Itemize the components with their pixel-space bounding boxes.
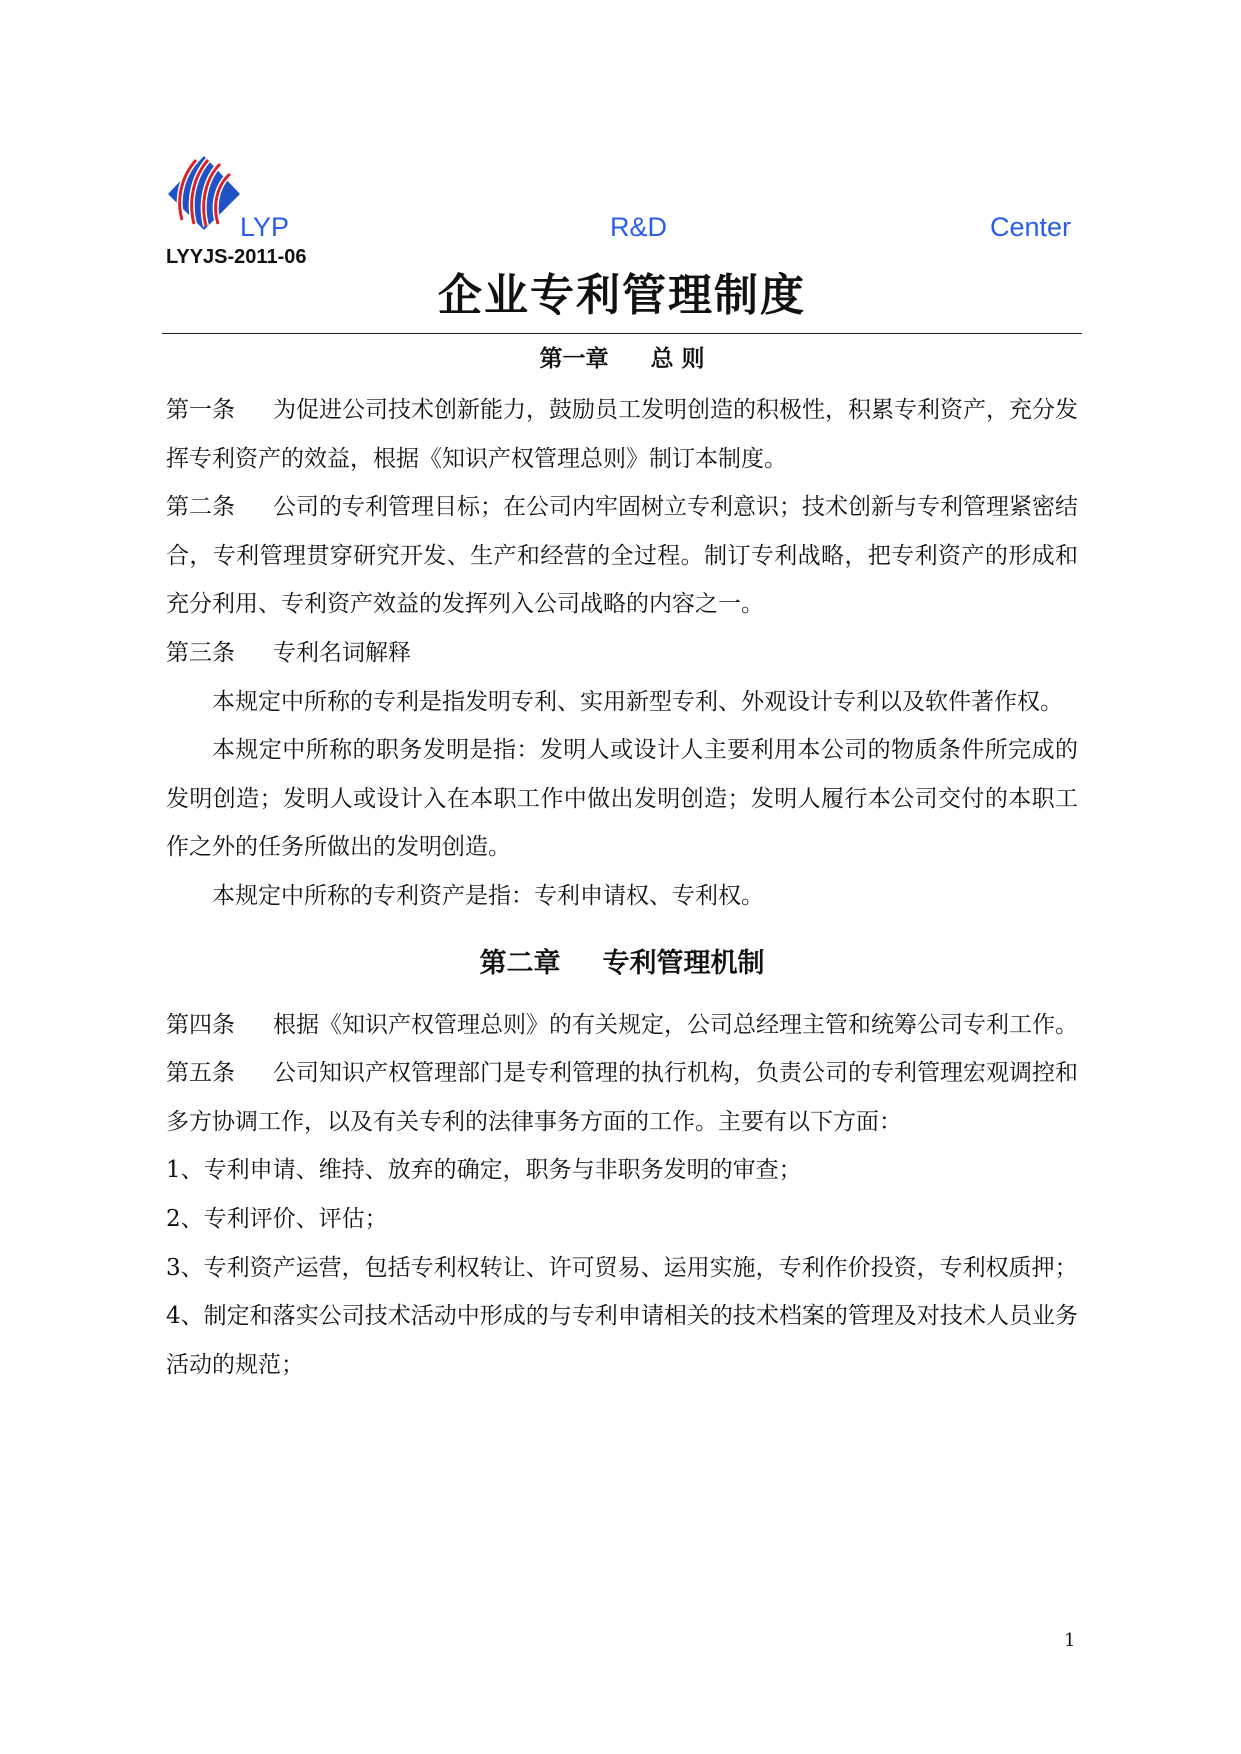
article-2 [166,483,1078,629]
chapter-1-name: 总 则 [650,346,705,372]
article-1 [166,386,1078,483]
article-2-text: 公司的专利管理目标；在公司内牢固树立专利意识；技术创新与专利管理紧密结合，专利管理贯穿研究开发、生产和经营的全过程。制订专利战略，把专利资产的形成和充分利用、专利资产效益的发挥列入公司战略的内容之一。 [166,494,1078,618]
article-3 [166,629,1078,678]
page-number: 1 [1064,1630,1076,1651]
list-item: 2、专利评价、评估； [166,1205,388,1232]
chapter-2-number: 第二章 [479,947,561,979]
header-center: Center [989,212,1071,242]
chapter-1-heading [166,342,1078,376]
definition-service-invention: 本规定中所称的职务发明是指：发明人或设计人主要利用本公司的物质条件所完成的发明创造；发明人或设计入在本职工作中做出发明创造；发明人履行本公司交付的本职工作之外的任务所做出的发明创造。 [166,737,1078,861]
article-3-label: 第三条 [166,639,235,666]
header-rd: R&D [610,212,668,242]
definition-patent: 本规定中所称的专利是指发明专利、实用新型专利、外观设计专利以及软件著作权。 [212,688,1063,715]
article-1-label: 第一条 [166,397,235,423]
chapter-1-number: 第一章 [539,346,609,372]
article-4-text: 根据《知识产权管理总则》的有关规定，公司总经理主管和统筹公司专利工作。 [273,1011,1078,1038]
article-4 [166,1001,1078,1050]
chapter-2-name: 专利管理机制 [602,947,765,979]
header-lyp: LYP [240,212,290,242]
company-logo [166,154,242,230]
title-divider [162,333,1082,334]
article-5 [166,1049,1078,1146]
chapter-2-heading [166,945,1078,983]
document-code: LYYJS-2011-06 [166,246,307,268]
article-2-label: 第二条 [166,494,235,521]
list-item: 1、专利申请、维持、放弃的确定，职务与非职务发明的审查； [166,1157,802,1184]
list-item: 4、制定和落实公司技术活动中形成的与专利申请相关的技术档案的管理及对技术人员业务活动的规范； [166,1303,1078,1378]
article-5-label: 第五条 [166,1060,235,1087]
article-3-text: 专利名词解释 [273,639,411,666]
article-4-label: 第四条 [166,1011,235,1038]
article-1-text: 为促进公司技术创新能力，鼓励员工发明创造的积极性，积累专利资产，充分发挥专利资产的效益，根据《知识产权管理总则》制订本制度。 [166,397,1078,472]
document-body [166,342,1078,1389]
article-5-text: 公司知识产权管理部门是专利管理的执行机构，负责公司的专利管理宏观调控和多方协调工作，以及有关专利的法律事务方面的工作。主要有以下方面： [166,1060,1078,1135]
document-title: 企业专利管理制度 [438,270,806,321]
list-item: 3、专利资产运营，包括专利权转让、许可贸易、运用实施，专利作价投资，专利权质押； [166,1254,1078,1281]
definition-patent-assets: 本规定中所称的专利资产是指：专利申请权、专利权。 [212,882,764,909]
